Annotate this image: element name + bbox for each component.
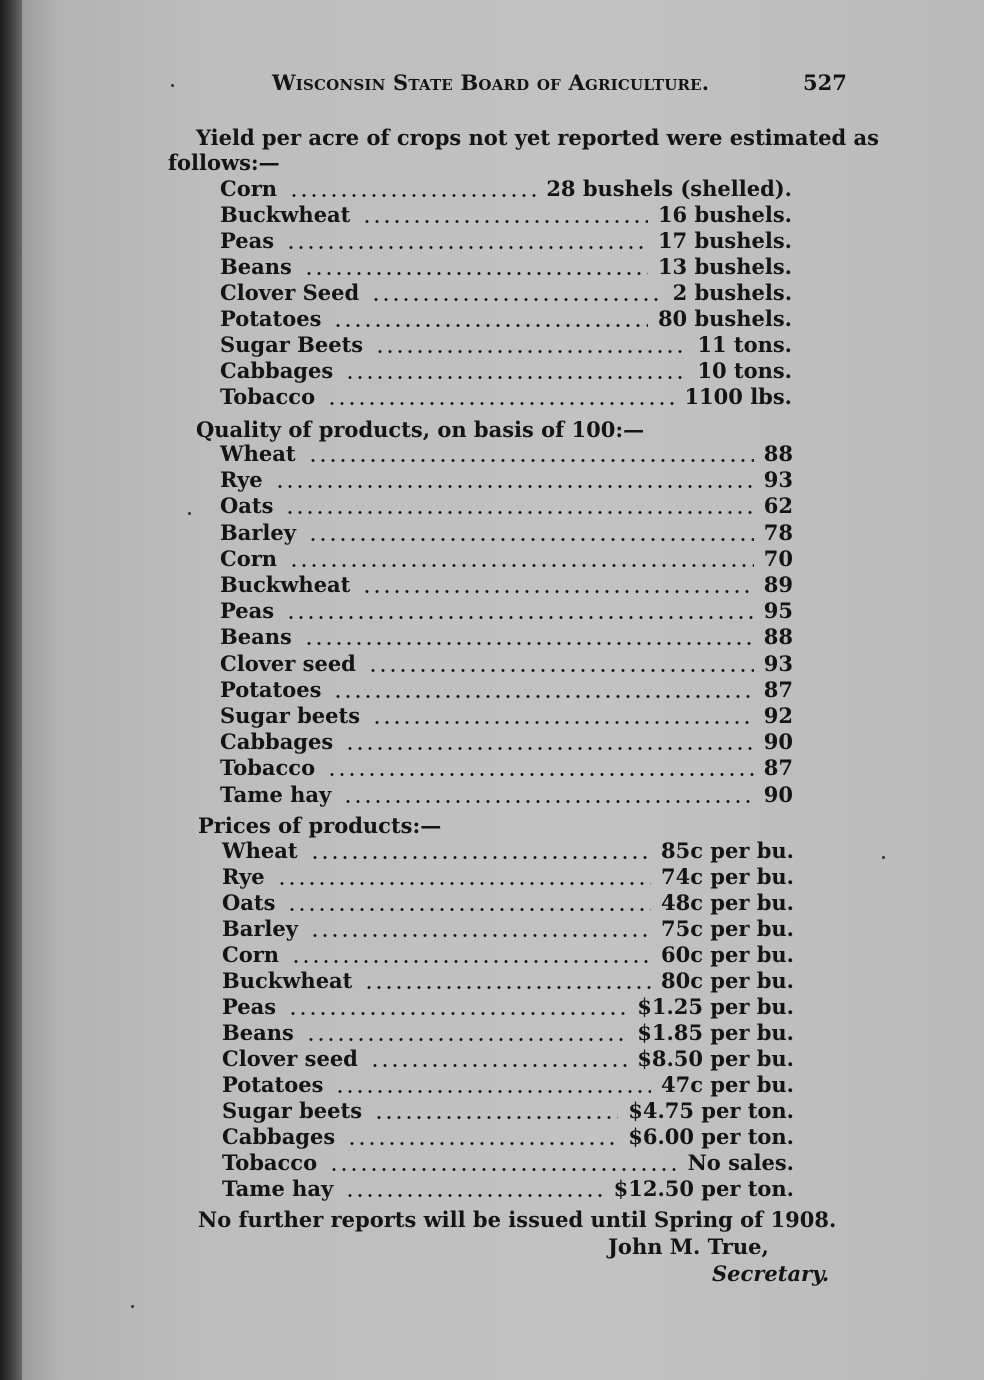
leader-dots [335,1090,651,1093]
quality-row-label: Cabbages [220,729,334,755]
leader-dots [345,376,687,379]
print-speck [188,512,191,515]
price-row [222,1072,794,1098]
price-row-value: $1.85 per bu. [637,1020,794,1045]
quality-row-value: 93 [763,467,793,493]
quality-row-label: Rye [220,467,263,493]
leader-dots [364,986,651,989]
yield-row-value: 16 bushels. [657,202,792,227]
quality-row-value: 87 [763,676,793,702]
leader-dots [343,800,754,803]
quality-row [220,782,793,808]
leader-dots [347,1142,618,1145]
price-row-value: $6.00 per ton. [628,1124,794,1149]
yield-row-label: Potatoes [220,306,322,331]
yield-row-label: Cabbages [220,358,334,383]
price-row-label: Tame hay [222,1176,334,1201]
leader-dots [329,1168,678,1171]
quality-row-label: Corn [220,545,278,571]
prices-heading: Prices of products:— [198,813,442,838]
yield-row [220,358,792,384]
quality-row [220,677,793,703]
leader-dots [291,960,651,963]
quality-row-label: Oats [220,493,274,519]
print-speck [171,84,174,87]
intro-line-1: Yield per acre of crops not yet reported were estimated as [196,125,879,150]
price-row-value: $12.50 per ton. [613,1176,794,1201]
leader-dots [288,1012,627,1015]
leader-dots [333,324,648,327]
quality-row [220,441,793,467]
quality-row [220,546,793,572]
yield-row [220,176,792,202]
yield-row-value: 10 tons. [697,358,792,383]
closing-notice: No further reports will be issued until Spring of 1908. [198,1207,837,1232]
yield-row-label: Sugar Beets [220,332,364,357]
quality-row-value: 93 [763,650,793,676]
price-row [222,1150,794,1176]
quality-row-label: Peas [220,598,275,624]
price-row-label: Cabbages [222,1124,336,1149]
price-row [222,942,794,968]
yield-row [220,254,792,280]
yield-row-value: 80 bushels. [657,306,792,331]
quality-row-label: Tame hay [220,781,332,807]
price-row [222,916,794,942]
quality-row [220,572,793,598]
quality-row-value: 90 [763,729,793,755]
quality-row-value: 88 [763,624,793,650]
yield-row [220,384,792,410]
leader-dots [306,1038,627,1041]
quality-row [220,493,793,519]
price-row-value: 48c per bu. [660,890,794,915]
quality-row-value: 95 [763,598,793,624]
quality-row-label: Wheat [220,441,296,466]
leader-dots [308,459,754,462]
price-row-label: Rye [222,864,265,889]
price-row-label: Corn [222,942,280,967]
quality-row [220,755,793,781]
page-number: 527 [803,70,847,95]
quality-row [220,467,793,493]
price-row-label: Sugar beets [222,1098,363,1123]
quality-row [220,729,793,755]
yield-row-value: 28 bushels (shelled). [546,176,792,201]
leader-dots [286,616,754,619]
yield-row-label: Tobacco [220,384,316,409]
quality-row-label: Clover seed [220,650,356,676]
quality-row-label: Sugar beets [220,703,361,728]
leader-dots [371,298,663,301]
price-row-label: Beans [222,1020,294,1045]
leader-dots [372,721,754,724]
quality-row-value: 89 [763,572,793,597]
leader-dots [368,669,754,672]
price-row-value: 85c per bu. [660,838,794,863]
leader-dots [345,747,754,750]
price-row-value: $8.50 per bu. [637,1046,794,1071]
price-row-label: Oats [222,890,276,915]
yield-row-value: 13 bushels. [657,254,792,279]
yield-row-value: 1100 lbs. [684,384,792,409]
leader-dots [286,246,648,249]
price-row [222,1046,794,1072]
quality-row-label: Beans [220,624,292,650]
leader-dots [345,1194,604,1197]
leader-dots [370,1064,627,1067]
leader-dots [362,220,648,223]
yield-row-label: Buckwheat [220,202,351,227]
price-row-label: Barley [222,916,298,941]
price-row-value: $4.75 per ton. [628,1098,794,1123]
leader-dots [277,882,651,885]
leader-dots [375,350,687,353]
leader-dots [362,590,754,593]
price-row-label: Potatoes [222,1072,324,1097]
signature-name: John M. True, [608,1234,769,1259]
price-row-value: 60c per bu. [660,942,794,967]
signature-title: Secretary. [712,1261,830,1286]
quality-heading: Quality of products, on basis of 100:— [196,417,645,442]
price-row [222,1098,794,1124]
price-row-value: 75c per bu. [660,916,794,941]
quality-row-label: Tobacco [220,755,316,781]
yield-row-label: Corn [220,176,278,201]
quality-row-value: 87 [763,755,793,781]
price-row-label: Buckwheat [222,968,353,993]
price-row-label: Peas [222,994,277,1019]
leader-dots [327,773,754,776]
leader-dots [285,511,754,514]
leader-dots [327,402,674,405]
price-row [222,994,794,1020]
yield-row-value: 2 bushels. [672,280,792,305]
yield-row-label: Clover Seed [220,280,360,305]
price-row [222,968,794,994]
quality-row-label: Barley [220,519,296,545]
quality-row [220,520,793,546]
quality-row-value: 78 [763,519,793,545]
print-speck [131,1305,134,1308]
leader-dots [275,485,754,488]
leader-dots [304,642,754,645]
price-row [222,1124,794,1150]
yield-row-label: Beans [220,254,292,279]
price-row [222,1020,794,1046]
leader-dots [310,934,651,937]
yield-row [220,332,792,358]
quality-row [220,703,793,729]
quality-row-value: 92 [763,703,793,728]
yield-row-value: 11 tons. [697,332,792,357]
price-row-value: 47c per bu. [660,1072,794,1097]
quality-row-label: Buckwheat [220,572,351,597]
price-row [222,890,794,916]
yield-row [220,202,792,228]
price-row-value: $1.25 per bu. [637,994,794,1019]
quality-row-value: 88 [763,441,793,466]
quality-row-value: 62 [763,493,793,519]
quality-row-label: Potatoes [220,676,322,702]
leader-dots [304,272,648,275]
leader-dots [287,908,651,911]
price-row-label: Wheat [222,838,298,863]
yield-row [220,280,792,306]
leader-dots [289,564,754,567]
print-speck [882,856,885,859]
price-row-label: Tobacco [222,1150,318,1175]
intro-line-2: follows:— [168,150,280,175]
yield-row-label: Peas [220,228,275,253]
book-spine-shadow [0,0,22,1380]
quality-row [220,651,793,677]
price-row-label: Clover seed [222,1046,358,1071]
yield-row [220,306,792,332]
price-row-value: 74c per bu. [660,864,794,889]
quality-row [220,624,793,650]
quality-row-value: 70 [763,545,793,571]
leader-dots [308,538,754,541]
running-header-title: Wisconsin State Board of Agriculture. [272,70,710,95]
price-row [222,1176,794,1202]
leader-dots [289,194,536,197]
quality-row [220,598,793,624]
leader-dots [310,856,651,859]
yield-row-value: 17 bushels. [657,228,792,253]
leader-dots [333,695,754,698]
price-row [222,864,794,890]
leader-dots [374,1116,618,1119]
quality-row-value: 90 [763,781,793,807]
price-row-value: 80c per bu. [660,968,794,993]
price-row [222,838,794,864]
yield-row [220,228,792,254]
price-row-value: No sales. [687,1150,794,1175]
